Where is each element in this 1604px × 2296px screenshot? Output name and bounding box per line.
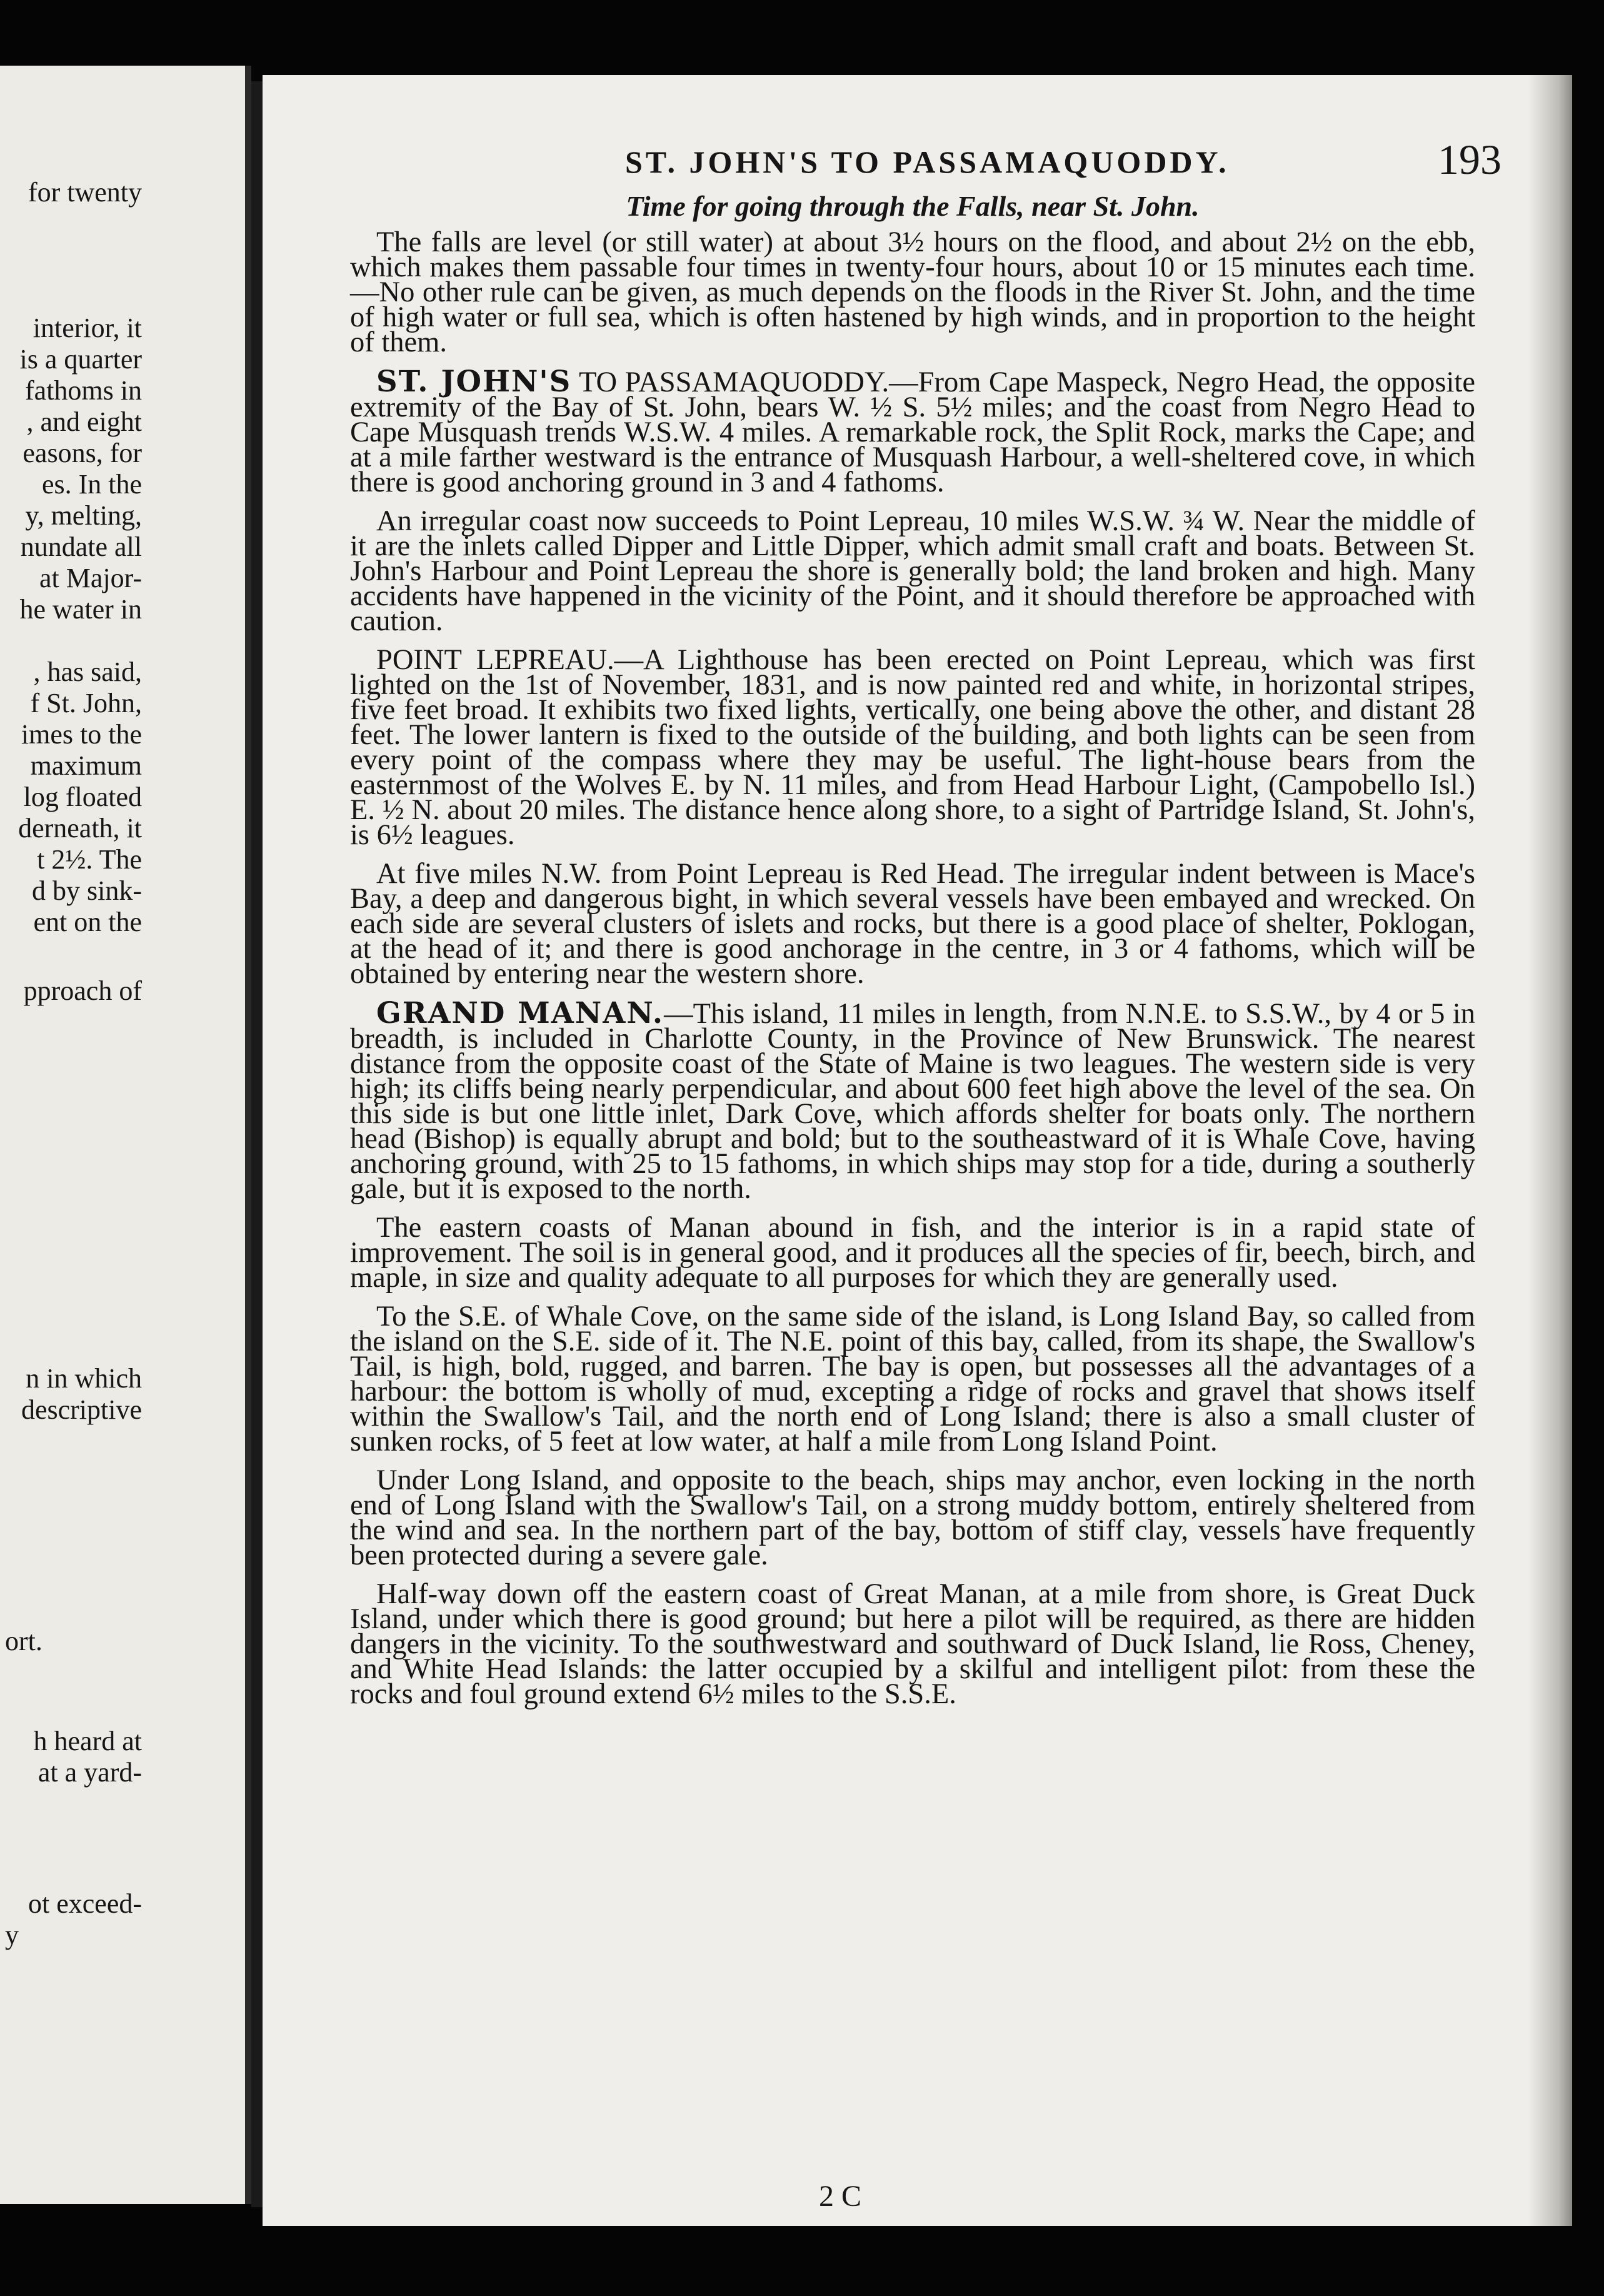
left-fragment-line: es. In the — [41, 469, 142, 500]
left-fragment-line: imes to the — [21, 719, 142, 750]
left-fragment-line: interior, it — [33, 313, 142, 343]
left-fragment-line: d by sink- — [32, 875, 142, 906]
page-edge-shadow — [1528, 75, 1572, 2226]
left-fragment-line: at a yard- — [38, 1757, 142, 1788]
paragraph — [350, 1464, 1475, 1571]
right-page — [263, 75, 1572, 2226]
left-fragment-line: , has said, — [33, 657, 142, 687]
left-fragment-line: is a quarter — [19, 344, 142, 375]
paragraph-text: —This island, 11 miles in length, from N.N.E. to S.S.W., by 4 or 5 in breadth, is included in Charlotte County, in the Province of New Brunswick. The nearest distance from the opposite coast of the State of Maine is two leagues. The western side is very high; its cliffs being nearly perpendicular, and about 600 feet high above the level of the sea. On this side is but one little inlet, Dark Cove, which affords shelter for boats only. The northern head (Bishop) is equally abrupt and bold; but to the southeastward of it is Whale Cove, having anchoring ground, with 25 to 15 fathoms, in which ships may stop for a tide, during a southerly gale, but it is exposed to the north. — [350, 998, 1475, 1205]
left-fragment-line: log floated — [23, 782, 142, 812]
paragraph-text: Half-way down off the eastern coast of Great Manan, at a mile from shore, is Great Duck Island, under which there is good ground; but here a pilot will be required, as there are hidden dangers in the vicinity. To the southwestward and southward of Duck Island, lie Ross, Cheney, and White Head Islands: the latter occupied by a skilful and intelligent pilot: from these the rocks and foul ground extend 6½ miles to the S.S.E. — [350, 1578, 1475, 1710]
left-fragment-line: ot exceed- — [28, 1888, 142, 1919]
left-fragment-line: descriptive — [21, 1394, 142, 1425]
signature-mark: 2 C — [819, 2180, 862, 2213]
paragraph — [350, 364, 1475, 498]
paragraph — [350, 1212, 1475, 1294]
left-fragment-line: fathoms in — [25, 375, 142, 406]
paragraph — [350, 1578, 1475, 1710]
left-fragment-line: h heard at — [33, 1726, 142, 1756]
paragraph-lead: GRAND MANAN. — [376, 995, 664, 1030]
left-fragment-line: nundate all — [20, 531, 142, 562]
left-fragment-line: pproach of — [23, 975, 142, 1006]
paragraph-text: An irregular coast now succeeds to Point Lepreau, 10 miles W.S.W. ¾ W. Near the middle of it are the inlets called Dipper and Little Dipper, which admit small craft and boats. Between St. John's Harbour and Point Lepreau the shore is generally bold; the land broken and high. Many accidents have happened in the vicinity of the Point, and it should therefore be approached with caution. — [350, 505, 1475, 637]
left-fragment-line: , and eight — [26, 406, 142, 437]
left-fragment-line: for twenty — [28, 177, 142, 208]
book-spine — [251, 81, 263, 2207]
left-fragment-line: f St. John, — [30, 688, 142, 718]
section-subheading: Time for going through the Falls, near St. John. — [626, 190, 1200, 222]
paragraph-text: POINT LEPREAU.—A Lighthouse has been erected on Point Lepreau, which was first lighted on the 1st of November, 1831, and is now painted red and white, in horizontal stripes, five feet broad. It exhibits two fixed lights, vertically, one being above the other, and distant 28 feet. The lower lantern is fixed to the outside of the building, and both lights can be seen from every point of the compass where they may be useful. The light-house bears from the easternmost of the Wolves E. by N. 11 miles, and from Head Harbour Light, (Campobello Isl.) E. ½ N. about 20 miles. The distance hence along shore, to a sight of Partridge Island, St. John's, is 6½ leagues. — [350, 644, 1475, 851]
left-page-fragment — [0, 66, 251, 2204]
left-fragment-line: derneath, it — [18, 813, 142, 843]
body-text — [350, 190, 1475, 1721]
paragraph — [350, 858, 1475, 990]
left-fragment-line: maximum — [30, 750, 142, 781]
paragraph — [350, 505, 1475, 637]
left-fragment-line: y — [5, 1920, 19, 1950]
paragraph-text: Under Long Island, and opposite to the beach, ships may anchor, even locking in the north end of Long Island with the Swallow's Tail, on a strong muddy bottom, entirely sheltered from the wind and sea. In the northern part of the bay, bottom of stiff clay, vessels have frequently been protected during a severe gale. — [350, 1464, 1475, 1571]
left-fragment-line: he water in — [19, 594, 142, 625]
left-fragment-line: n in which — [26, 1363, 142, 1394]
left-fragment-line: t 2½. The — [37, 844, 142, 875]
paragraph-text: The eastern coasts of Manan abound in fish, and the interior is in a rapid state of improvement. The soil is in general good, and it produces all the species of fir, beech, birch, and maple, in size and quality adequate to all purposes for which they are generally used. — [350, 1212, 1475, 1294]
paragraph-text: At five miles N.W. from Point Lepreau is Red Head. The irregular indent between is Mace's Bay, a deep and dangerous bight, in which several vessels have been embayed and wrecked. On each side are several clusters of islets and rocks, but there is a good place of shelter, Poklogan, at the head of it; and there is good anchorage in the centre, in 3 or 4 fathoms, which will be obtained by entering near the western shore. — [350, 858, 1475, 990]
paragraph-text: The falls are level (or still water) at about 3½ hours on the flood, and about 2½ on the ebb, which makes them passable four times in twenty-four hours, about 10 or 15 minutes each time.—No other rule can be given, as much depends on the floods in the River St. John, and the time of high water or full sea, which is often hastened by high winds, and in proportion to the height of them. — [350, 226, 1475, 358]
left-fragment-line: ent on the — [33, 907, 142, 937]
paragraph — [350, 1301, 1475, 1458]
paragraph — [350, 644, 1475, 851]
left-fragment-line: easons, for — [23, 438, 142, 468]
left-fragment-line: y, melting, — [25, 500, 142, 531]
left-fragment-line: at Major- — [39, 563, 142, 593]
paragraph — [350, 226, 1475, 358]
running-title: ST. JOHN'S TO PASSAMAQUODDY. — [625, 144, 1230, 179]
paragraph — [350, 995, 1475, 1205]
left-fragment-line: ort. — [5, 1626, 43, 1656]
paragraph-text: To the S.E. of Whale Cove, on the same side of the island, is Long Island Bay, so called from the island on the S.E. side of it. The N.E. point of this bay, called, from its shape, the Swallow's Tail, is high, bold, rugged, and barren. The bay is open, but possesses all the advantages of a harbour: the bottom is wholly of mud, excepting a ridge of rocks and gravel that shows itself within the Swallow's Tail, and the north end of Long Island; there is also a small cluster of sunken rocks, of 5 feet at low water, at half a mile from Long Island Point. — [350, 1301, 1475, 1458]
paragraph-text: TO PASSAMAQUODDY.—From Cape Maspeck, Negro Head, the opposite extremity of the Bay of St. John, bears W. ½ S. 5½ miles; and the coast from Negro Head to Cape Musquash trends W.S.W. 4 miles. A remarkable rock, the Split Rock, marks the Cape; and at a mile farther westward is the entrance of Musquash Harbour, a well-sheltered cove, in which there is good anchoring ground in 3 and 4 fathoms. — [350, 366, 1475, 498]
page-number: 193 — [1438, 136, 1501, 183]
paragraph-lead: ST. JOHN'S — [376, 364, 572, 398]
